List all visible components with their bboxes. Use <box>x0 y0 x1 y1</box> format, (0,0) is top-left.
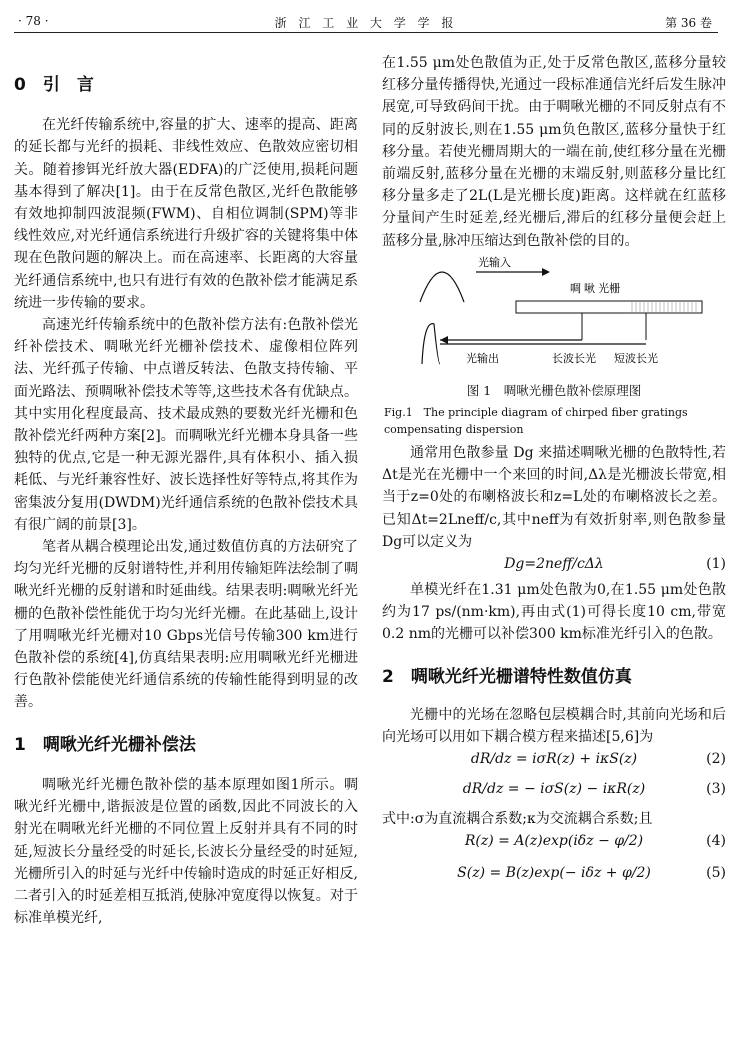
journal-title: 浙 江 工 业 大 学 学 报 <box>274 16 458 30</box>
volume-label: 第 36 卷 <box>665 16 712 30</box>
section-2-title: 2 啁啾光纤光栅谱特性数值仿真 <box>382 666 632 687</box>
long-wavelength-label: 长波长光 <box>552 352 596 365</box>
right-column <box>382 52 726 894</box>
figure-1-diagram <box>382 252 726 376</box>
equation-2-number: (2) <box>706 751 726 768</box>
coupled-mode-paragraph: 光栅中的光场在忽略包层模耦合时,其前向光场和后向光场可以用如下耦合模方程来描述[5,6]为 <box>382 706 726 746</box>
section-1-paragraph: 啁啾光纤光栅色散补偿的基本原理如图1所示。啁啾光纤光栅中,谐振波是位置的函数,因此不同波长的入射光在啁啾光纤光栅的不同位置上反射并具有不同的时延,短波长分量经受的时延长,长波长分量经受的时延短,光栅所引入的时延与光纤中传输时造成的时延正好相反,二者引入的时延差相互抵消,使脉冲宽度得以恢复。对于标准单模光纤, <box>14 776 358 927</box>
equation-1-body: Dg=2neff/cΔλ <box>504 556 604 573</box>
equation-1 <box>382 553 726 579</box>
running-header <box>14 10 718 33</box>
left-column <box>14 52 358 929</box>
equation-4-number: (4) <box>706 833 726 850</box>
grating-label: 啁 啾 光栅 <box>570 282 621 295</box>
intro-paragraph-3: 笔者从耦合模理论出发,通过数值仿真的方法研究了均匀光纤光栅的反射谱特性,并利用传输矩阵法绘制了啁啾光纤光栅的反射谱和时延曲线。结果表明:啁啾光纤光栅的色散补偿性能优于均匀光纤光栅。在此基础上,设计了用啁啾光纤光栅对10 Gbps光信号传输300 km进行色散补偿的系统[4],仿真结果表明:应用啁啾光纤光栅进行色散补偿能使光纤通信系统的传输性能得到明显的改善。 <box>14 539 358 711</box>
equation-1-number: (1) <box>706 556 726 573</box>
page-number: · 78 · <box>18 14 49 28</box>
single-mode-paragraph: 单模光纤在1.31 μm处色散为0,在1.55 μm处色散约为17 ps/(nm·km),再由式(1)可得长度10 cm,带宽0.2 nm的光栅可以补偿300 km标准光纤引入的色散。 <box>382 582 726 643</box>
section-0-title: 0 引 言 <box>14 75 94 95</box>
intro-paragraph-1: 在光纤传输系统中,容量的扩大、速率的提高、距离的延长都与光纤的损耗、非线性效应、色散效应密切相关。随着掺铒光纤放大器(EDFA)的广泛使用,损耗问题基本得到了解决[1]。由于在反常色散区,光纤色散能够有效地抑制四波混频(FWM)、自相位调制(SPM)等非线性效应,对光纤通信系统进行升级扩容的关键将集中体现在色散问题的解决上。而在高速率、长距离的大容量光纤通信系统中,也只有进行有效的色散补偿才能满足系统进一步传输的要求。 <box>14 117 358 311</box>
continued-paragraph: 在1.55 μm处色散值为正,处于反常色散区,蓝移分量较红移分量传播得快,光通过一段标准通信光纤后发生脉冲展宽,可导致码间干扰。由于啁啾光栅的不同反射点有不同的反射波长,则在1.55 μm负色散区,蓝移分量快于红移分量。若使光栅周期大的一端在前,使红移分量在光栅前端反射,蓝移分量在光栅的末端反射,则蓝移分量比红移分量多走了2L(L是光栅长度)距离。这样就在红蓝移分量间产生时延差,经光栅后,滞后的红移分量便会赶上蓝移分量,脉冲压缩达到色散补偿的目的。 <box>382 55 726 249</box>
input-light-label: 光输入 <box>478 256 511 269</box>
intro-paragraph-2: 高速光纤传输系统中的色散补偿方法有:色散补偿光纤补偿技术、啁啾光纤光栅补偿技术、虚像相位阵列法、光纤孤子传输、中点谱反转法、色散支持传输、平面光路法、预啁啾补偿技术等等,这些技术各有优缺点。其中实用化程度最高、技术最成熟的要数光纤光栅和色散补偿光纤两种方案[2]。而啁啾光纤光栅本身具备一些独特的优点,它是一种无源光器件,具有体积小、插入损耗低、与光纤兼容性好、波长选择性好等特点,将其作为密集波分复用(DWDM)光纤通信系统的色散补偿技术具有很广阔的前景[3]。 <box>14 317 358 533</box>
coefficient-paragraph: 式中:σ为直流耦合系数;κ为交流耦合系数;且 <box>382 811 653 828</box>
equation-2 <box>382 748 726 778</box>
dispersion-paragraph: 通常用色散参量 Dg 来描述啁啾光栅的色散特性,若Δt是光在光栅中一个来回的时间,Δλ是光栅波长带宽,相当于z=0处的布喇格波长和z=L处的布喇格波长之差。已知Δt=2Lneff/c,其中neff为有效折射率,则色散参量Dg可以定义为 <box>382 445 726 550</box>
chirped-grating-diagram <box>382 252 726 376</box>
equation-2-body: dR/dz = iσR(z) + iκS(z) <box>470 751 638 768</box>
equation-5-body: S(z) = B(z)exp(− iδz + φ/2) <box>457 865 651 882</box>
equation-3 <box>382 778 726 808</box>
equation-3-body: dR/dz = − iσS(z) − iκR(z) <box>462 781 646 798</box>
equation-4 <box>382 830 726 862</box>
equation-4-body: R(z) = A(z)exp(iδz − φ/2) <box>464 833 644 850</box>
figure-1-caption-english: Fig.1 The principle diagram of chirped fiber gratings compensating dispersion <box>384 406 688 437</box>
equation-5-number: (5) <box>706 865 726 882</box>
output-light-label: 光输出 <box>466 352 499 365</box>
short-wavelength-label: 短波长光 <box>614 352 658 365</box>
equation-3-number: (3) <box>706 781 726 798</box>
figure-1-caption: 图 1 啁啾光栅色散补偿原理图 <box>466 382 642 398</box>
section-1-title: 1 啁啾光纤光栅补偿法 <box>14 734 196 755</box>
equation-5 <box>382 862 726 894</box>
